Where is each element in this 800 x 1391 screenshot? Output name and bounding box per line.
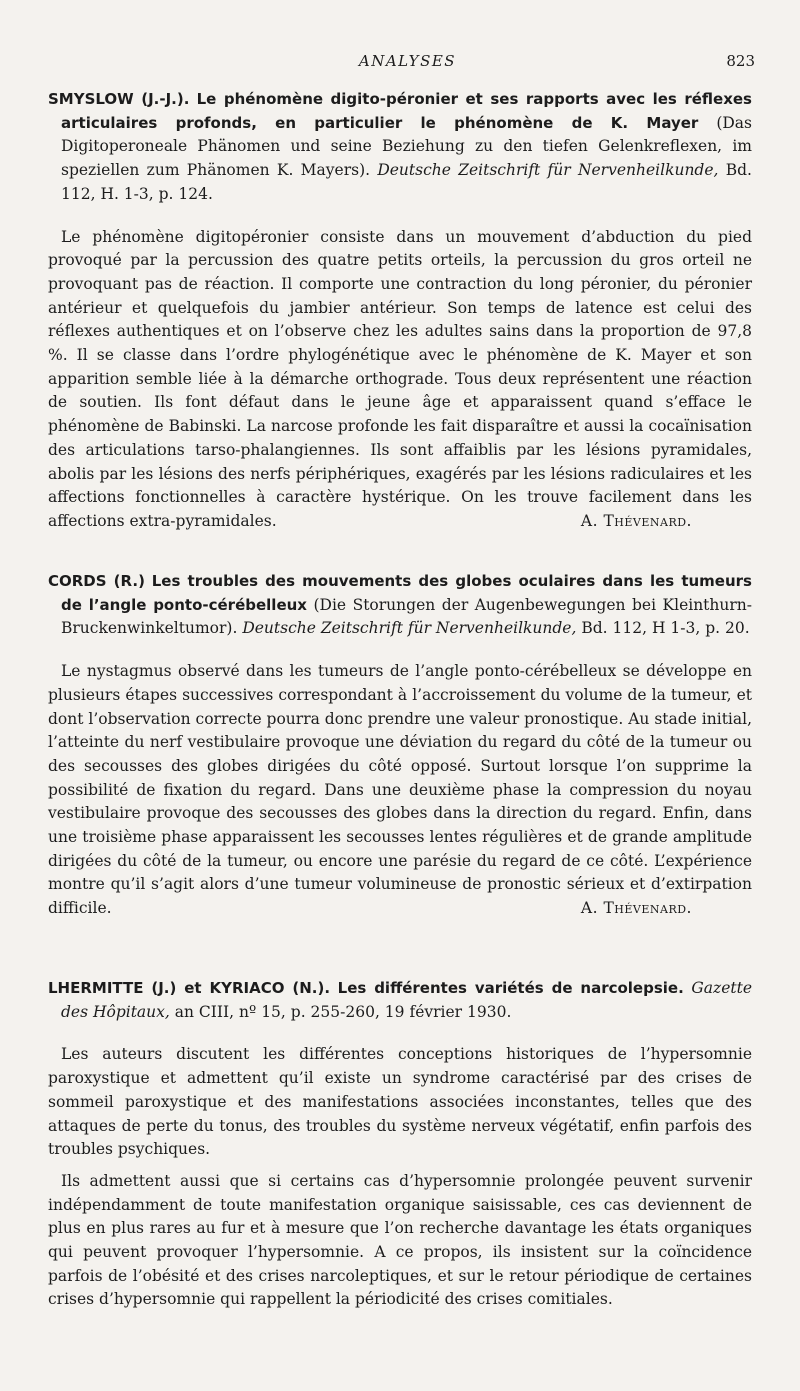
article-title: Le phénomène digito-péronier et ses rapports avec les réflexes articulaires profonds, en particulier le phénomène de K. Mayer	[61, 90, 752, 132]
page-number: 823	[726, 52, 755, 70]
article-author: SMYSLOW (J.-J.).	[48, 90, 190, 108]
article-citation	[48, 570, 752, 641]
article-title: Les troubles des mouvements des globes oculaires dans les tumeurs de l’angle ponto-cérébelleux	[61, 572, 752, 614]
article-paragraph	[48, 660, 752, 921]
section-title: ANALYSES	[358, 52, 457, 70]
article-cords	[48, 570, 752, 921]
article-lhermitte	[48, 977, 752, 1312]
article-signature: A. Thévenard.	[580, 899, 692, 918]
article-reference: Bd. 112, H 1-3, p. 20.	[581, 619, 750, 638]
article-reference: an CIII, nº 15, p. 255-260, 19 février 1930.	[174, 1002, 512, 1021]
article-citation	[48, 88, 752, 207]
article-author: LHERMITTE (J.) et KYRIACO (N.).	[48, 979, 331, 997]
article-author: CORDS (R.)	[48, 572, 145, 590]
article-original-title: (Das Digitoperoneale Phänomen und seine Beziehung zu den tiefen Gelenkreflexen, im speziellen zum Phänomen K. Mayers).	[61, 113, 752, 180]
article-signature: A. Thévenard.	[580, 511, 692, 530]
paragraph-text: Les auteurs discutent les différentes conceptions historiques de l’hypersomnie paroxystique et admettent qu’il existe un syndrome caractérisé par des crises de sommeil paroxystique et des manifestations associées inconstantes, telles que des attaques de perte du tonus, des troubles du système nerveux végétatif, enfin parfois des troubles psychiques.	[48, 1045, 752, 1159]
article-journal: Deutsche Zeitschrift für Nervenheilkunde,	[242, 619, 577, 638]
article-original-title: (Die Storungen der Augenbewegungen bei Kleinthurn-Bruckenwinkeltumor).	[61, 595, 753, 638]
paragraph-text: Ils admettent aussi que si certains cas d’hypersomnie prolongée peuvent survenir indépendamment de toute manifestation organique saisissable, ces cas deviennent de plus en plus rares au fur et à mesure que l’on recherche davantage les états organiques qui peuvent provoquer l’hypersomnie. A ce propos, ils insistent sur la coïncidence parfois de l’obésité et des crises narcoleptiques, et sur le retour périodique de certaines crises d’hypersomnie qui rappellent la périodicité des crises comitiales.	[48, 1171, 752, 1309]
article-journal: Gazette des Hôpitaux,	[61, 979, 752, 1021]
paragraph-text: Le phénomène digitopéronier consiste dans un mouvement d’abduction du pied provoqué par la percussion des quatre petits orteils, la percussion du gros orteil ne provoquant pas de réaction. Il comporte une contraction du long péronier, du péronier antérieur et quelquefois du jambier antérieur. Son temps de latence est celui des réflexes authentiques et on l’observe chez les adultes sains dans la proportion de 97,8 %. Il se classe dans l’ordre phylogénétique avec le phénomène de K. Mayer et son apparition semble liée à la démarche orthograde. Tous deux représentent une réaction de soutien. Ils font défaut dans le jeune âge et apparaissent quand s’efface le phénomène de Babinski. La narcose profonde les fait disparaître et aussi la cocaïnisation des articulations tarso-phalangiennes. Ils sont affaiblis par les lésions pyramidales, abolis par les lésions des nerfs périphériques, exagérés par les lésions radiculaires et les affections fonctionnelles à caractère hystérique. On les trouve facilement dans les affections extra-pyramidales.	[48, 227, 752, 530]
article-title: Les différentes variétés de narcolepsie.	[337, 979, 684, 997]
running-header	[60, 52, 755, 74]
article-paragraph	[48, 1043, 752, 1162]
article-journal: Deutsche Zeitschrift für Nervenheilkunde,	[377, 161, 719, 180]
article-reference: Bd. 112, H. 1-3, p. 124.	[61, 161, 752, 203]
article-smyslow	[48, 88, 752, 534]
article-citation	[48, 977, 752, 1024]
article-paragraph	[48, 226, 752, 534]
paragraph-text: Le nystagmus observé dans les tumeurs de l’angle ponto-cérébelleux se développe en plusieurs étapes successives correspondant à l’accroissement du volume de la tumeur, et dont l’observation correcte pourra donc prendre une valeur pronostique. Au stade initial, l’atteinte du nerf vestibulaire provoque une déviation du regard du côté de la tumeur ou des secousses des globes dirigées du côté opposé. Surtout lorsque l’on supprime la possibilité de fixation du regard. Dans une deuxième phase la compression du noyau vestibulaire provoque des secousses des globes dans la direction du regard. Enfin, dans une troisième phase apparaissent les secousses lentes régulières et de grande amplitude dirigées du côté de la tumeur, ou encore une parésie du regard de ce côté. L’expérience montre qu’il s’agit alors d’une tumeur volumineuse de pronostic sérieux et d’extirpation difficile.	[48, 662, 752, 918]
article-paragraph	[48, 1170, 752, 1312]
